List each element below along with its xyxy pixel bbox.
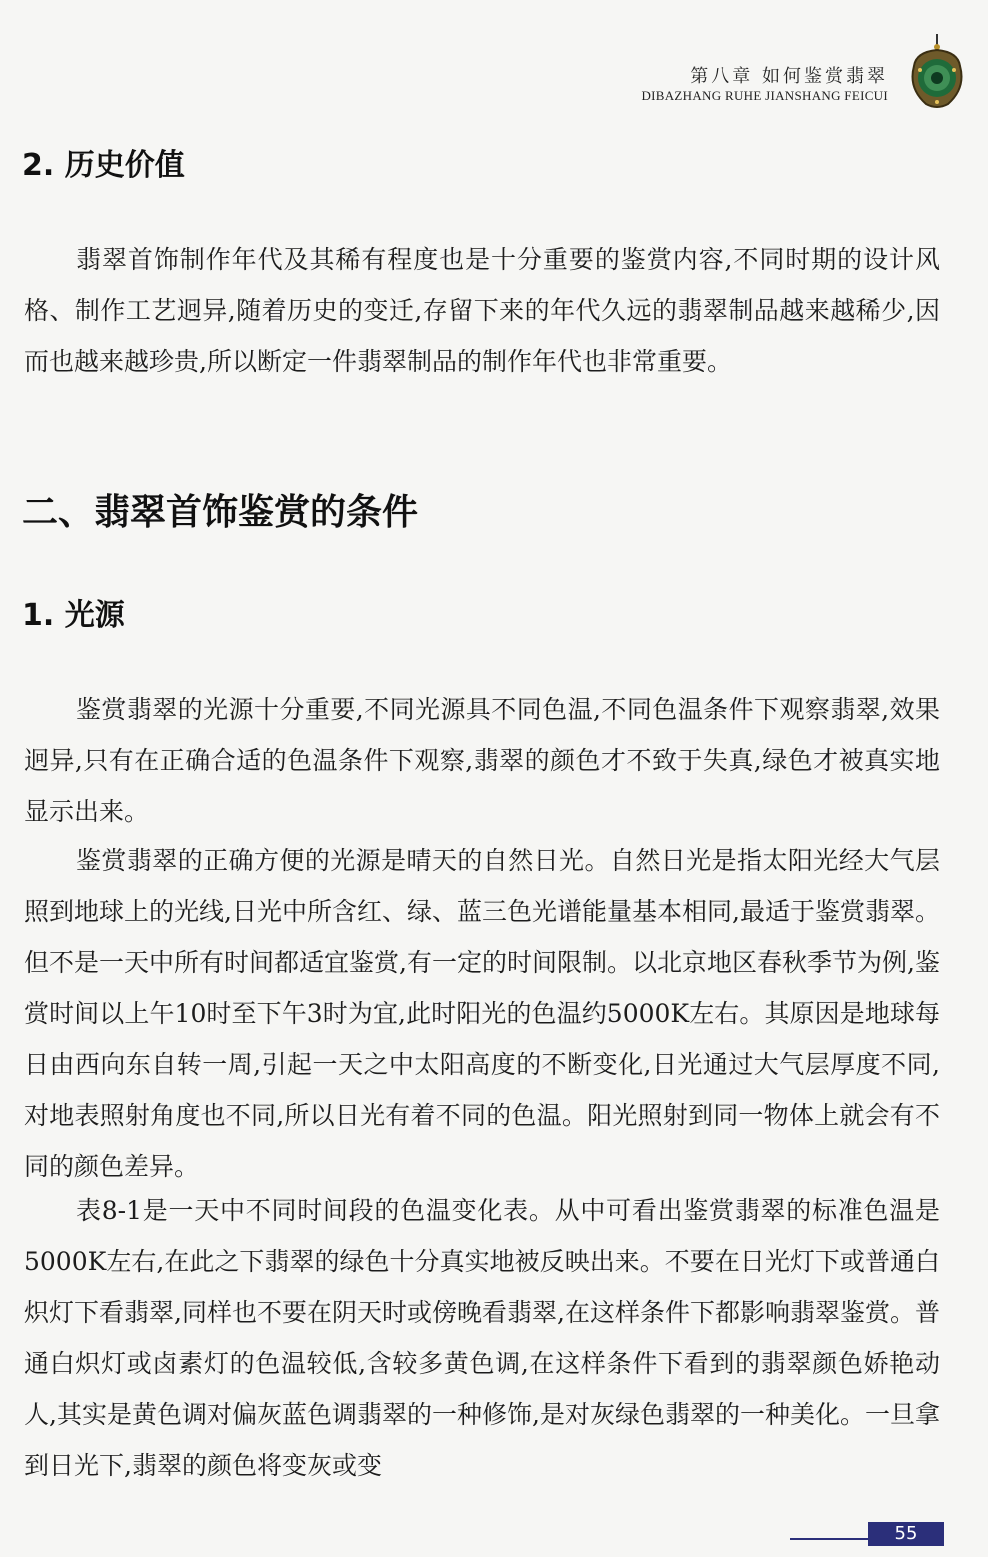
section-heading-historical-value: 2. 历史价值 — [22, 148, 185, 183]
footer-rule — [790, 1538, 870, 1540]
paragraph-historical-value: 翡翠首饰制作年代及其稀有程度也是十分重要的鉴赏内容,不同时期的设计风格、制作工艺迥异,随着历史的变迁,存留下来的年代久远的翡翠制品越来越稀少,因而也越来越珍贵,所以断定一件翡翠制品的制作年代也非常重要。 — [24, 245, 940, 376]
paragraph-light-source-1: 鉴赏翡翠的光源十分重要,不同光源具不同色温,不同色温条件下观察翡翠,效果迥异,只有在正确合适的色温条件下观察,翡翠的颜色才不致于失真,绿色才被真实地显示出来。 — [24, 695, 940, 826]
paragraph-light-source-2: 鉴赏翡翠的正确方便的光源是晴天的自然日光。自然日光是指太阳光经大气层照到地球上的光线,日光中所含红、绿、蓝三色光谱能量基本相同,最适于鉴赏翡翠。但不是一天中所有时间都适宜鉴赏,有一定的时间限制。以北京地区春秋季节为例,鉴赏时间以上午10时至下午3时为宜,此时阳光的色温约5000K左右。其原因是地球每日由西向东自转一周,引起一天之中太阳高度的不断变化,日光通过大气层厚度不同,对地表照射角度也不同,所以日光有着不同的色温。阳光照射到同一物体上就会有不同的颜色差异。 — [24, 846, 940, 1181]
chapter-title-en: DIBAZHANG RUHE JIANSHANG FEICUI — [641, 88, 888, 103]
chapter-section-heading: 二、翡翠首饰鉴赏的条件 — [22, 492, 419, 533]
page-number: 55 — [868, 1522, 944, 1546]
section-heading-light-source: 1. 光源 — [22, 598, 125, 633]
chapter-title-cn: 第八章 如何鉴赏翡翠 — [690, 66, 888, 87]
jade-pendant-icon — [904, 34, 970, 110]
running-header — [641, 66, 888, 104]
paragraph-light-source-3: 表8-1是一天中不同时间段的色温变化表。从中可看出鉴赏翡翠的标准色温是5000K左右,在此之下翡翠的绿色十分真实地被反映出来。不要在日光灯下或普通白炽灯下看翡翠,同样也不要在阴天时或傍晚看翡翠,在这样条件下都影响翡翠鉴赏。普通白炽灯或卤素灯的色温较低,含较多黄色调,在这样条件下看到的翡翠颜色娇艳动人,其实是黄色调对偏灰蓝色调翡翠的一种修饰,是对灰绿色翡翠的一种美化。一旦拿到日光下,翡翠的颜色将变灰或变 — [24, 1196, 940, 1480]
